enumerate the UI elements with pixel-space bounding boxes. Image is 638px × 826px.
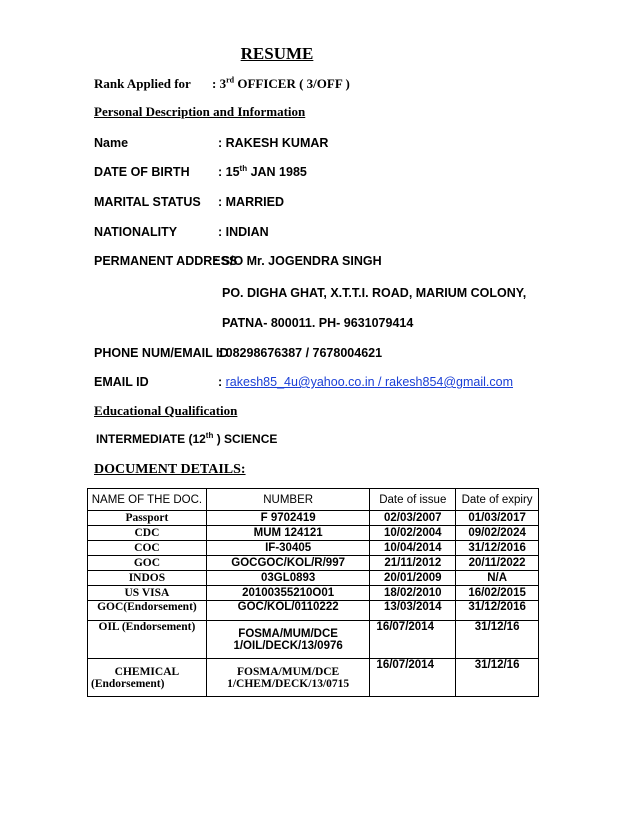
education-prefix: INTERMEDIATE (12 [96,432,206,446]
doc-issue: 20/01/2009 [370,571,456,586]
doc-issue: 21/11/2012 [370,556,456,571]
dob-label: DATE OF BIRTH [94,165,190,179]
doc-name: US VISA [88,586,207,601]
marital-label: MARITAL STATUS [94,195,201,209]
doc-name [88,659,207,697]
address-label: PERMANENT ADDRESS [94,254,238,268]
table-row [88,526,539,541]
doc-number: F 9702419 [206,511,370,526]
dob-prefix: : 15 [218,165,240,179]
doc-number [206,659,370,697]
doc-name: COC [88,541,207,556]
table-header-row [88,489,539,511]
education-heading: Educational Qualification [94,403,238,418]
rank-suffix: OFFICER ( 3/OFF ) [237,76,350,91]
doc-name: INDOS [88,571,207,586]
name-label: Name [94,136,129,150]
nationality-value: : INDIAN [218,225,269,239]
table-row [88,511,539,526]
header-date-expiry: Date of expiry [456,489,539,511]
doc-issue: 13/03/2014 [370,601,456,621]
doc-expiry: 09/02/2024 [456,526,539,541]
doc-number-line1: FOSMA/MUM/DCE [238,627,338,640]
dob-value [218,165,307,179]
email-label: EMAIL ID [94,375,149,389]
table-row [88,659,539,697]
doc-expiry: 31/12/16 [456,659,539,697]
header-date-issue: Date of issue [370,489,456,511]
doc-issue: 02/03/2007 [370,511,456,526]
doc-name-line2: (Endorsement) [91,677,165,690]
marital-value: : MARRIED [218,195,284,209]
education-sup: th [205,431,214,440]
doc-expiry: 31/12/16 [456,621,539,659]
doc-number: 20100355210O01 [206,586,370,601]
documents-table [87,488,539,697]
doc-expiry: N/A [456,571,539,586]
header-doc-name: NAME OF THE DOC. [88,489,207,511]
phone-value: : 08298676387 / 7678004621 [218,346,383,360]
name-value: : RAKESH KUMAR [218,136,329,150]
doc-name: Passport [88,511,207,526]
doc-name: CDC [88,526,207,541]
rank-label: Rank Applied for [94,76,191,91]
phone-label: PHONE NUM/EMAIL ID [94,346,229,360]
table-row [88,571,539,586]
dob-sup: th [239,163,248,173]
header-number: NUMBER [206,489,370,511]
rank-colon: : [212,76,217,91]
doc-issue: 10/02/2004 [370,526,456,541]
email-value [218,375,513,389]
education-suffix: ) SCIENCE [213,432,278,446]
doc-issue: 18/02/2010 [370,586,456,601]
doc-name: OIL (Endorsement) [88,621,207,659]
dob-suffix: JAN 1985 [247,165,307,179]
doc-expiry: 16/02/2015 [456,586,539,601]
email-link-yahoo[interactable]: rakesh85_4u@yahoo.co.in [225,375,375,389]
personal-heading: Personal Description and Information [94,104,306,119]
doc-expiry: 31/12/2016 [456,541,539,556]
nationality-label: NATIONALITY [94,225,178,239]
doc-expiry: 20/11/2022 [456,556,539,571]
doc-number: IF-30405 [206,541,370,556]
doc-number-line2: 1/CHEM/DECK/13/0715 [227,677,350,690]
table-row [88,541,539,556]
education-item [96,432,277,446]
email-separator: / [374,375,385,389]
doc-number: GOC/KOL/0110222 [206,601,370,621]
address-line3: PATNA- 800011. PH- 9631079414 [222,316,414,330]
doc-issue: 16/07/2014 [370,659,456,697]
address-line2: PO. DIGHA GHAT, X.T.T.I. ROAD, MARIUM COLONY, [222,286,527,300]
doc-number-line2: 1/OIL/DECK/13/0976 [233,639,343,652]
rank-prefix: 3 [219,76,227,91]
table-row [88,601,539,621]
rank-sup: rd [226,75,235,85]
doc-number: MUM 124121 [206,526,370,541]
doc-number: 03GL0893 [206,571,370,586]
table-row [88,556,539,571]
address-line1: : S/O Mr. JOGENDRA SINGH [214,254,382,268]
doc-number: GOCGOC/KOL/R/997 [206,556,370,571]
documents-heading: DOCUMENT DETAILS: [94,462,246,477]
doc-expiry: 01/03/2017 [456,511,539,526]
page-title: RESUME [240,44,314,63]
table-row [88,621,539,659]
doc-issue: 16/07/2014 [370,621,456,659]
email-link-gmail[interactable]: rakesh854@gmail.com [384,375,513,389]
doc-name: GOC [88,556,207,571]
doc-issue: 10/04/2014 [370,541,456,556]
email-colon: : [218,375,226,389]
rank-value [212,76,350,92]
doc-name-line1: CHEMICAL [114,665,180,678]
doc-expiry: 31/12/2016 [456,601,539,621]
doc-number [206,621,370,659]
table-row [88,586,539,601]
doc-number-line1: FOSMA/MUM/DCE [237,665,340,678]
doc-name: GOC(Endorsement) [88,601,207,621]
